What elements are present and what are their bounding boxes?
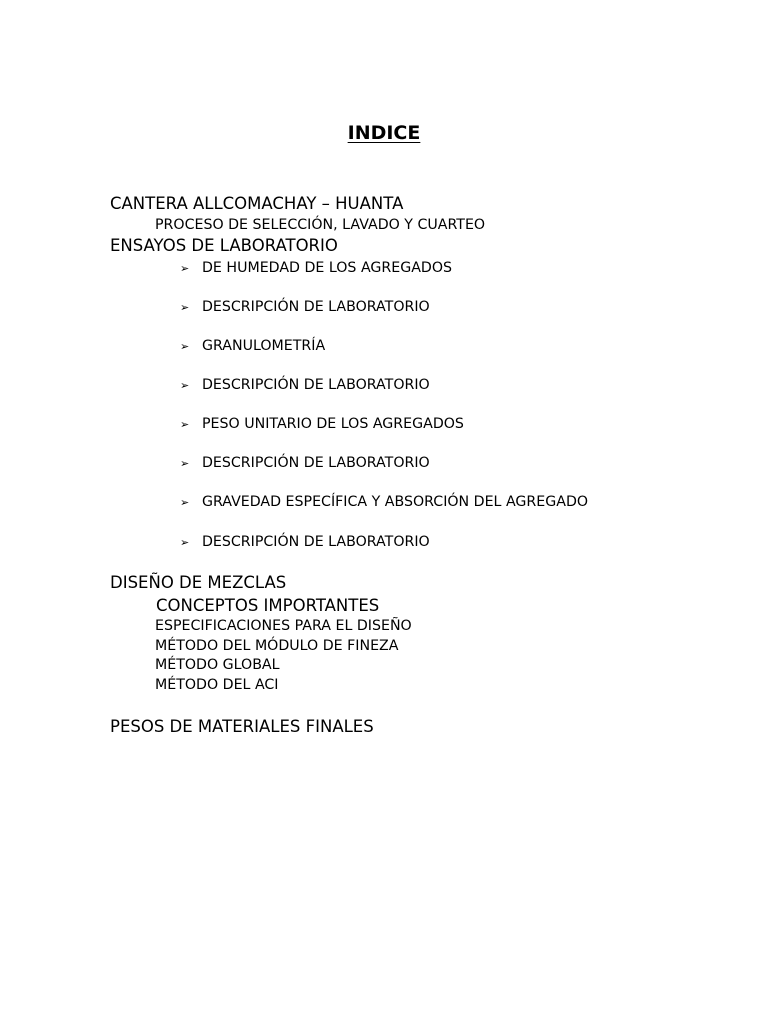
list-item-label: DESCRIPCIÓN DE LABORATORIO — [202, 299, 430, 315]
arrowhead-bullet-icon: ➢ — [180, 536, 190, 549]
section-heading-diseno: DISEÑO DE MEZCLAS — [110, 573, 287, 592]
section-heading-pesos: PESOS DE MATERIALES FINALES — [110, 717, 374, 736]
list-item-label: DESCRIPCIÓN DE LABORATORIO — [202, 455, 430, 471]
list-item-label: DESCRIPCIÓN DE LABORATORIO — [202, 377, 430, 393]
list-item-label: GRANULOMETRÍA — [202, 338, 326, 354]
arrowhead-bullet-icon: ➢ — [180, 262, 190, 275]
page-title: INDICE — [347, 122, 421, 144]
list-item: MÉTODO DEL ACI — [155, 677, 279, 693]
subsection-heading-conceptos: CONCEPTOS IMPORTANTES — [156, 596, 380, 615]
section-heading-ensayos: ENSAYOS DE LABORATORIO — [110, 236, 338, 255]
subsection-proceso: PROCESO DE SELECCIÓN, LAVADO Y CUARTEO — [155, 217, 486, 233]
arrowhead-bullet-icon: ➢ — [180, 496, 190, 509]
list-item-label: DE HUMEDAD DE LOS AGREGADOS — [202, 260, 453, 276]
arrowhead-bullet-icon: ➢ — [180, 340, 190, 353]
arrowhead-bullet-icon: ➢ — [180, 301, 190, 314]
list-item-label: DESCRIPCIÓN DE LABORATORIO — [202, 534, 430, 550]
list-item-label: PESO UNITARIO DE LOS AGREGADOS — [202, 416, 464, 432]
section-heading-cantera: CANTERA ALLCOMACHAY – HUANTA — [110, 194, 404, 213]
arrowhead-bullet-icon: ➢ — [180, 457, 190, 470]
list-item: MÉTODO GLOBAL — [155, 657, 280, 673]
arrowhead-bullet-icon: ➢ — [180, 379, 190, 392]
arrowhead-bullet-icon: ➢ — [180, 418, 190, 431]
list-item-label: GRAVEDAD ESPECÍFICA Y ABSORCIÓN DEL AGREGADO — [202, 494, 589, 510]
list-item: ESPECIFICACIONES PARA EL DISEÑO — [155, 618, 412, 634]
list-item: MÉTODO DEL MÓDULO DE FINEZA — [155, 638, 399, 654]
